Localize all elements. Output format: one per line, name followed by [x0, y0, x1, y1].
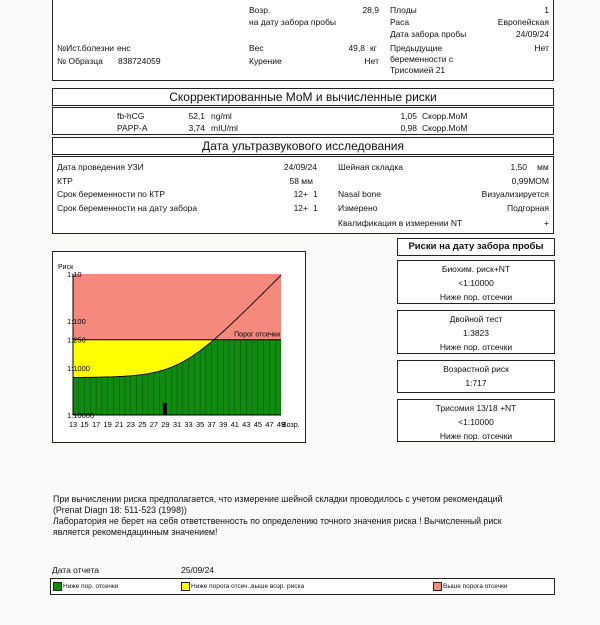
ktr-value: 58 мм: [289, 176, 313, 186]
measured-label: Измерено: [338, 203, 378, 213]
patient-marker: [163, 403, 167, 415]
legend-swatch-below: [53, 582, 62, 591]
weight-unit: кг: [370, 43, 377, 53]
y-tick-label: 1:100: [67, 317, 86, 326]
nasal-label: Nasal bone: [338, 189, 382, 199]
y-tick-label: 1:10000: [67, 411, 95, 420]
mom-title: Скорректированные МоМ и вычисленные риски: [169, 90, 437, 104]
x-tick-label: 21: [115, 420, 124, 429]
x-tick-label: 35: [195, 420, 205, 429]
mom-row-mom: 0,98: [400, 123, 417, 133]
note-line: Лаборатория не берет на себя ответственность по определению точного значения риска ! Вычисленный риск: [53, 516, 502, 526]
risk-chart-frame: [52, 251, 306, 443]
race-value: Европейская: [497, 17, 549, 27]
ultrasound-title: Дата ультразвукового исследования: [202, 139, 404, 153]
age-value: 28,9: [362, 5, 379, 15]
x-tick-label: 27: [149, 420, 159, 429]
y-axis-title: Риск: [58, 264, 74, 271]
x-axis-title: Возр.: [282, 422, 300, 429]
risk-box-status: Ниже пор. отсечки: [439, 292, 513, 302]
ultrasound-header: [52, 137, 554, 155]
prev-label-2: беременности с: [390, 54, 454, 64]
risk-box-age: [397, 360, 555, 393]
risk-box-title: Трисомия 13/18 +NT: [435, 403, 517, 413]
ga-ktr-label: Срок беременности по КТР: [57, 189, 166, 199]
x-tick-label: 29: [161, 420, 170, 429]
nt-value: 1,50: [510, 162, 527, 172]
sample-date-label: Дата забора пробы: [390, 29, 467, 39]
qual-value: +: [544, 218, 549, 228]
risk-box-title: Возрастной риск: [443, 364, 509, 374]
sample-label: № Образца: [57, 56, 103, 66]
nt-unit: мм: [537, 162, 549, 172]
risk-box-title: Биохим. риск+NT: [441, 264, 511, 274]
risk-chart: [53, 252, 305, 442]
us-date-value: 24/09/24: [283, 162, 317, 172]
prev-label-1: Предыдущие: [390, 43, 443, 53]
nt-mom: 0,99MOM: [511, 176, 549, 186]
legend-swatch-above: [433, 582, 442, 591]
risk-box-trisomy: [397, 399, 555, 442]
risk-box-value: <1:10000: [458, 278, 494, 288]
patient-info-box: [52, 0, 554, 81]
report-date-label: Дата отчета: [52, 565, 100, 575]
ga-sample-label: Срок беременности на дату забора: [57, 203, 198, 213]
x-tick-label: 47: [265, 420, 274, 429]
mom-row-value: 52,1: [188, 111, 205, 121]
risk-box-double: [397, 310, 555, 354]
x-tick-label: 41: [230, 420, 239, 429]
notes: [53, 494, 502, 538]
fetuses-label: Плоды: [390, 5, 417, 15]
weight-value: 49,8: [348, 43, 365, 53]
risk-box-title: Двойной тест: [449, 314, 503, 324]
note-line: При вычислении риска предполагается, что измерение шейной складки проводилось с учетом рекомендаций: [53, 494, 503, 504]
x-tick-label: 19: [103, 420, 112, 429]
sample-date-value: 24/09/24: [515, 29, 549, 39]
age-label-2: на дату забора пробы: [249, 17, 336, 27]
x-tick-label: 17: [91, 420, 101, 429]
risk-box-biochem: [397, 260, 555, 304]
mom-row-unit: ng/ml: [211, 111, 232, 121]
legend-label: Выше порога отсечки: [443, 583, 508, 590]
risk-box-value: 1:3823: [463, 328, 489, 338]
mom-box: [52, 107, 554, 135]
mom-row-mom-label: Скорр.МоМ: [422, 123, 468, 133]
measured-value: Подгорная: [506, 203, 549, 213]
x-tick-label: 13: [68, 420, 78, 429]
x-tick-label: 43: [242, 420, 251, 429]
ga-sample-days: 1: [313, 203, 318, 213]
nt-label: Шейная складка: [338, 162, 403, 172]
cutoff-label: Порог отсечки: [234, 331, 280, 339]
risks-header: [397, 238, 555, 256]
risks-title: Риски на дату забора пробы: [408, 241, 544, 252]
ga-ktr-weeks: 12+: [293, 189, 308, 199]
ultrasound-box: [52, 156, 554, 234]
mom-row-name: fb-hCG: [117, 111, 145, 121]
prev-label-3: Трисомией 21: [390, 65, 446, 75]
y-tick-label: 1:1000: [67, 364, 90, 373]
mom-row-name: PAPP-A: [117, 123, 148, 133]
mom-row-mom: 1,05: [400, 111, 417, 121]
x-tick-label: 23: [126, 420, 135, 429]
history-value: енс: [117, 43, 131, 53]
x-tick-label: 37: [207, 420, 216, 429]
mom-row-mom-label: Скорр.МоМ: [422, 111, 468, 121]
legend-swatch-between: [181, 582, 190, 591]
mom-header: [52, 88, 554, 106]
note-line: (Prenat Diagn 18: 511-523 (1998)): [53, 505, 187, 515]
history-label: №Ист.болезни: [57, 43, 115, 53]
ga-sample-weeks: 12+: [293, 203, 308, 213]
x-tick-label: 25: [138, 420, 147, 429]
us-date-label: Дата проведения УЗИ: [57, 162, 144, 172]
y-tick-label: 1:10: [67, 270, 82, 279]
qual-label: Квалификация в измерении NT: [338, 218, 463, 228]
y-tick-label: 1:250: [67, 335, 86, 345]
note-line: является рекомендацинным значением!: [53, 527, 218, 537]
sample-value: 838724059: [118, 56, 161, 66]
risk-box-status: Ниже пор. отсечки: [439, 431, 513, 441]
nasal-value: Визуализируется: [481, 189, 549, 199]
smoking-value: Нет: [364, 56, 379, 66]
race-label: Раса: [390, 17, 410, 27]
ga-ktr-days: 1: [313, 189, 318, 199]
legend: [50, 578, 555, 595]
risk-box-value: 1:717: [465, 378, 487, 388]
weight-label: Вес: [249, 43, 264, 53]
legend-label: Ниже пор. отсечки: [63, 583, 119, 590]
fetuses-value: 1: [544, 5, 549, 15]
risk-box-status: Ниже пор. отсечки: [439, 342, 513, 352]
x-tick-label: 15: [80, 420, 89, 429]
mom-row-unit: mIU/ml: [211, 123, 238, 133]
legend-label: Ниже порога отсеч.,выше возр. риска: [191, 583, 305, 590]
x-tick-label: 49: [276, 420, 286, 429]
x-tick-label: 45: [253, 420, 263, 429]
prev-value: Нет: [534, 43, 549, 53]
smoking-label: Курение: [249, 56, 282, 66]
x-tick-label: 39: [219, 420, 228, 429]
report-date-value: 25/09/24: [181, 565, 215, 575]
risk-box-value: <1:10000: [458, 417, 494, 427]
x-tick-label: 33: [184, 420, 193, 429]
x-tick-label: 31: [172, 420, 182, 429]
ktr-label: КТР: [57, 176, 73, 186]
age-label: Возр.: [249, 5, 271, 15]
mom-row-value: 3,74: [188, 123, 205, 133]
